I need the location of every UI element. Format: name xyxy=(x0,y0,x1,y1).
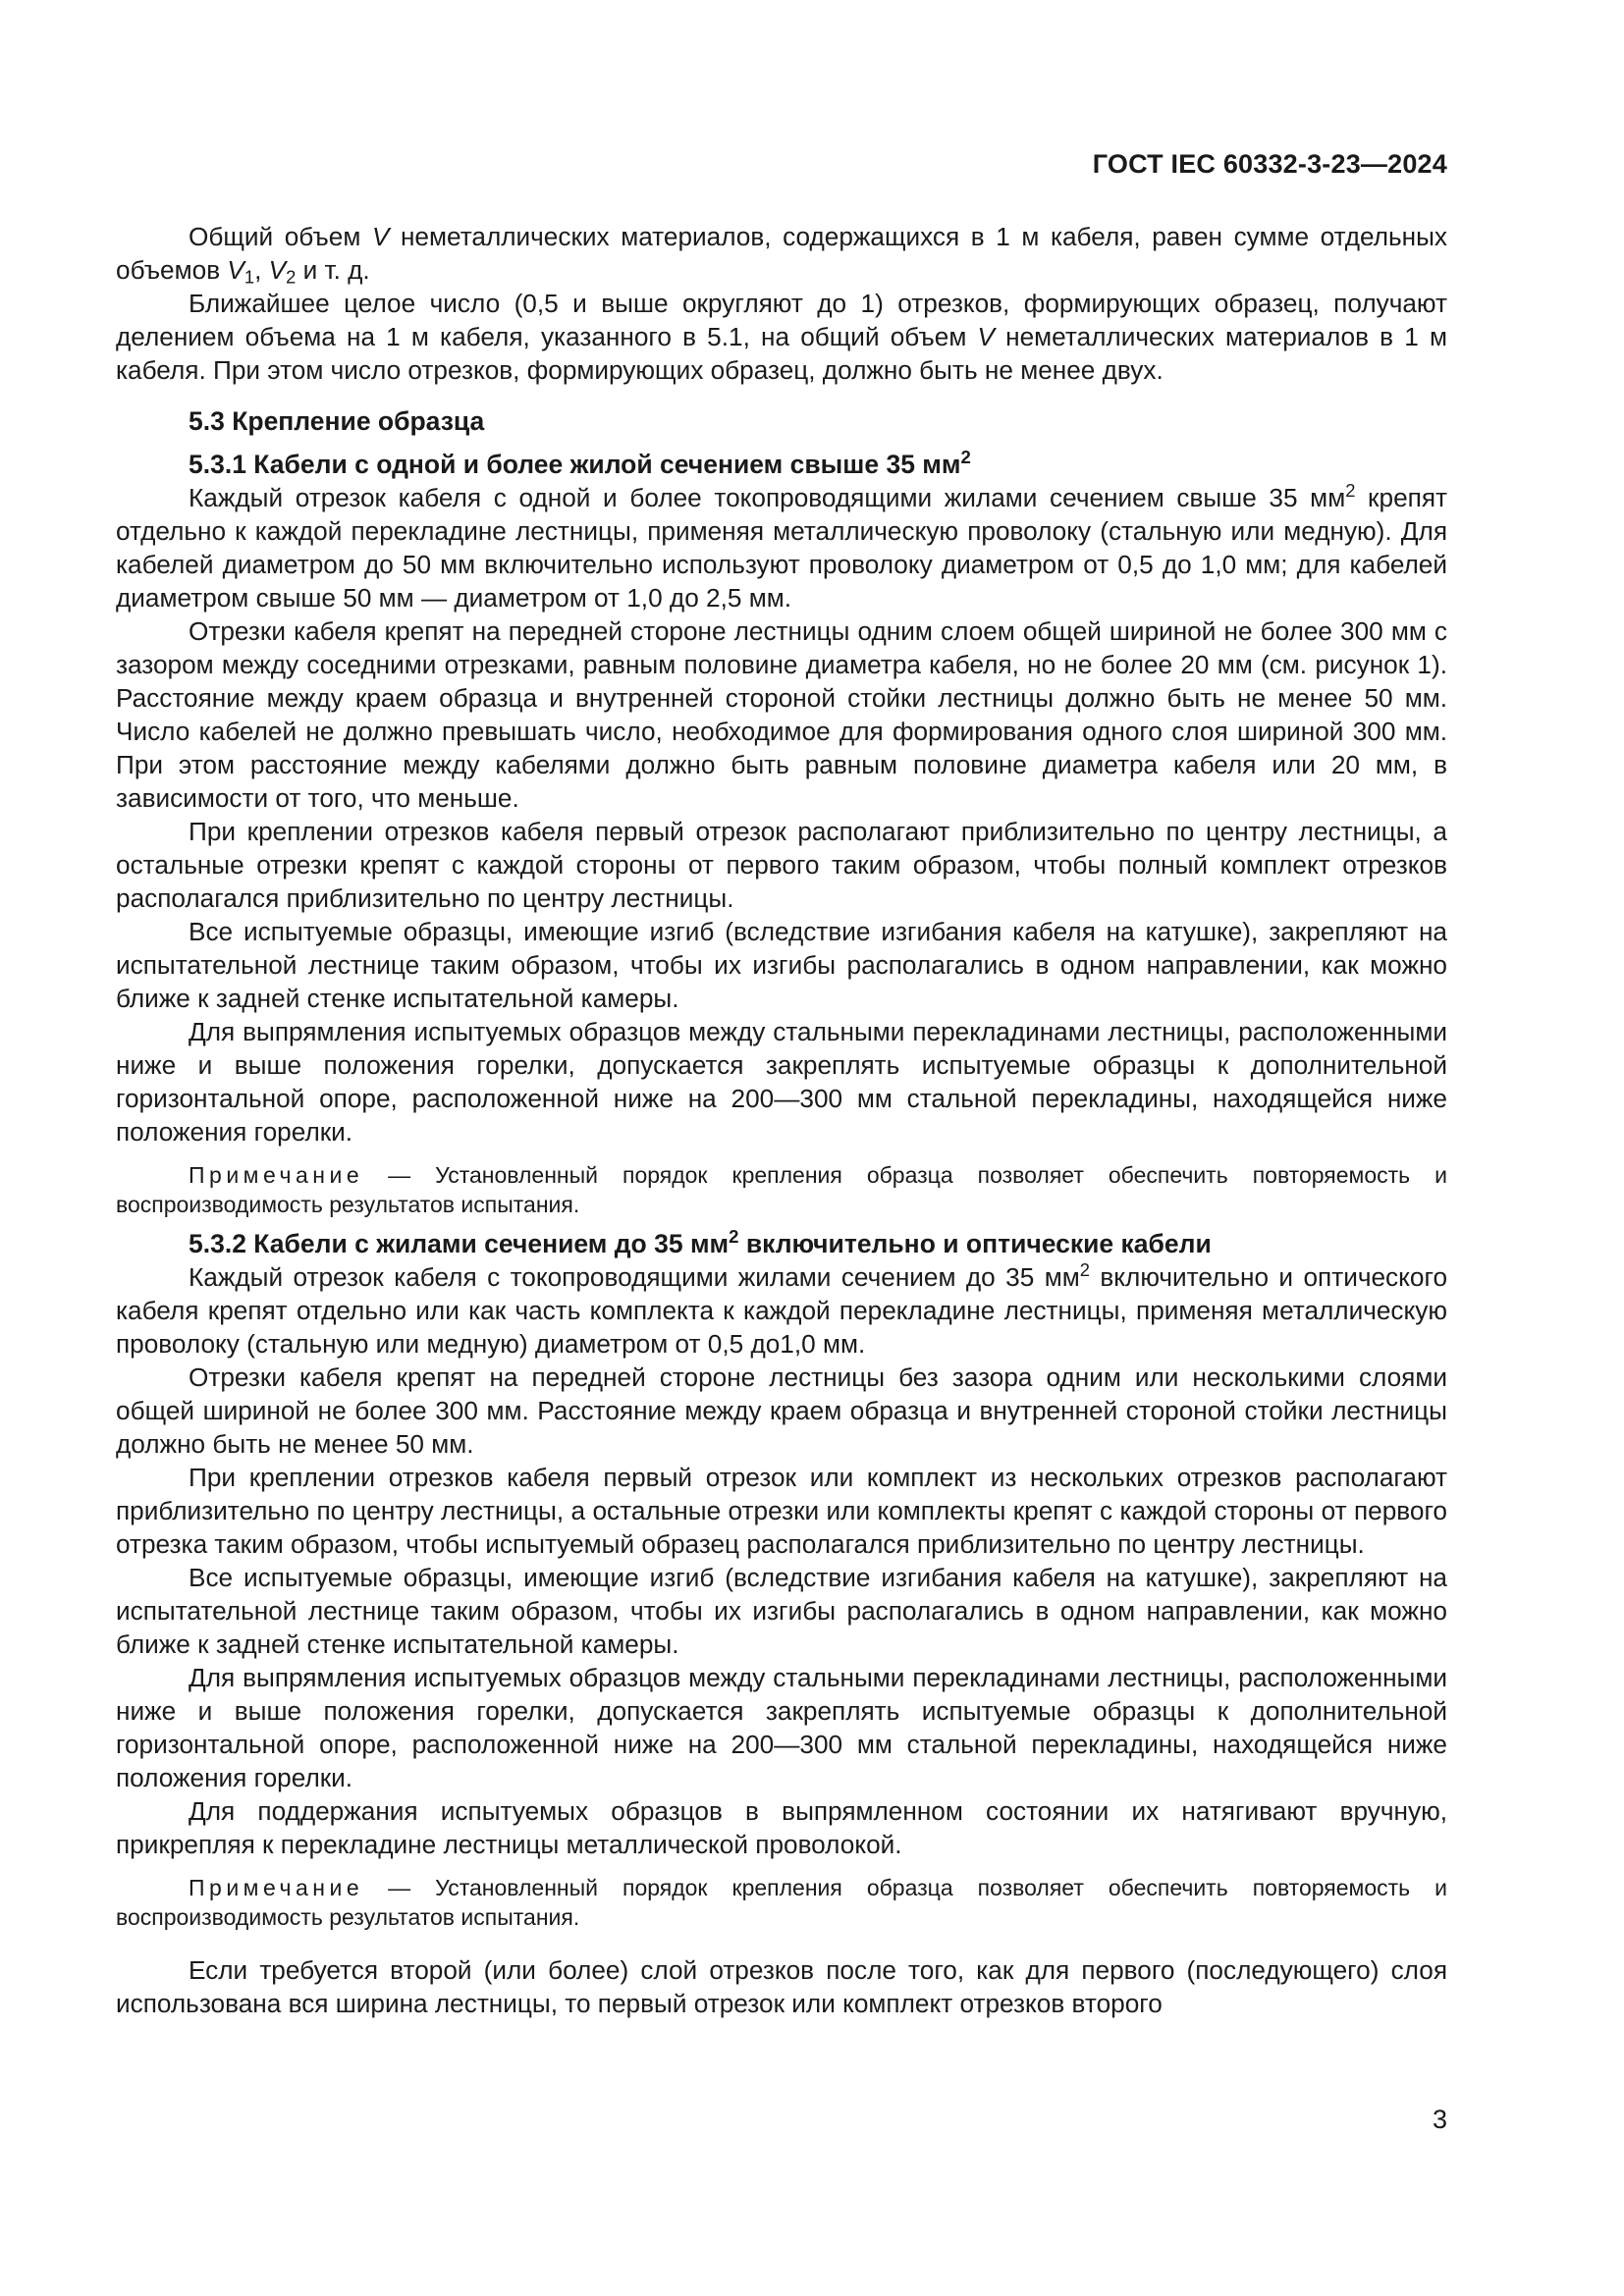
paragraph: Отрезки кабеля крепят на передней стороне лестницы одним слоем общей шириной не более 300 мм с зазором между соседними отрезками, равным половине диаметра кабеля, но не более 20 мм (см. рисунок 1). Расстояние между краем образца и внутренней стороной стойки лестницы должно быть не менее 50 мм. Число кабелей не должно превышать число, необходимое для формирования одного слоя шириной 300 мм. При этом расстояние между кабелями должно быть равным половине диаметра кабеля или 20 мм, в зависимости от того, что меньше. xyxy=(116,616,1447,813)
paragraph: Отрезки кабеля крепят на передней стороне лестницы без зазора одним или несколькими слоями общей шириной не более 300 мм. Расстояние между краем образца и внутренней стороной стойки лестницы должно быть не менее 50 мм. xyxy=(116,1362,1447,1459)
paragraph: Ближайшее целое число (0,5 и выше округляют до 1) отрезков, формирующих образец, получают делением объема на 1 м кабеля, указанного в 5.1, на общий объем V неметаллических материалов в 1 м кабеля. При этом число отрезков, формирующих образец, должно быть не менее двух. xyxy=(116,289,1447,385)
note: Примечание — Установленный порядок крепления образца позволяет обеспечить повторяемость и воспроизводимость результатов испытания. xyxy=(116,1875,1447,1930)
paragraph: Для выпрямления испытуемых образцов между стальными перекладинами лестницы, расположенными ниже и выше положения горелки, допускается закреплять испытуемые образцы к дополнительной горизонтальной опоре, расположенной ниже на 200—300 мм стальной перекладины, находящейся ниже положения горелки. xyxy=(116,1017,1447,1147)
page-content xyxy=(116,220,1447,2020)
paragraph: Каждый отрезок кабеля с одной и более токопроводящими жилами сечением свыше 35 $мм^2$ крепят отдельно к каждой перекладине лестницы, применяя металлическую проволоку (стальную или медную). Для кабелей диаметром до 50 мм включительно используют проволоку диаметром от 0,5 до 1,0 мм; для кабелей диаметром свыше 50 мм — диаметром от 1,0 до 2,5 мм. xyxy=(116,479,1447,613)
paragraph: Все испытуемые образцы, имеющие изгиб (вследствие изгибания кабеля на катушке), закрепляют на испытательной лестнице таким образом, чтобы их изгибы располагались в одном направлении, как можно ближе к задней стенке испытательной камеры. xyxy=(116,1563,1447,1659)
paragraph: Каждый отрезок кабеля с токопроводящими жилами сечением до 35 $мм^2$ включительно и оптического кабеля крепят отдельно или как часть комплекта к каждой перекладине лестницы, применяя металлическую проволоку (стальную или медную) диаметром от 0,5 до1,0 мм. xyxy=(116,1258,1448,1359)
section-heading-5-3-2: 5.3.2 Кабели с жилами сечением до 35 $мм^2$ включительно и оптические кабели xyxy=(189,1225,1212,1258)
standard-designation: ГОСТ IEC 60332-3-23—2024 xyxy=(1092,149,1447,179)
paragraph: Для поддержания испытуемых образцов в выпрямленном состоянии их натягивают вручную, прикрепляя к перекладине лестницы металлической проволокой. xyxy=(116,1796,1447,1859)
page-number: 3 xyxy=(1432,2105,1447,2134)
section-heading-5-3: 5.3 Крепление образца xyxy=(189,406,485,436)
paragraph: Все испытуемые образцы, имеющие изгиб (вследствие изгибания кабеля на катушке), закрепляют на испытательной лестнице таким образом, чтобы их изгибы располагались в одном направлении, как можно ближе к задней стенке испытательной камеры. xyxy=(116,917,1447,1013)
note: Примечание — Установленный порядок крепления образца позволяет обеспечить повторяемость и воспроизводимость результатов испытания. xyxy=(116,1162,1447,1217)
paragraph: При креплении отрезков кабеля первый отрезок или комплект из нескольких отрезков располагают приблизительно по центру лестницы, а остальные отрезки или комплекты крепят с каждой стороны от первого отрезка таким образом, чтобы испытуемый образец располагался приблизительно по центру лестницы. xyxy=(116,1463,1447,1559)
paragraph: При креплении отрезков кабеля первый отрезок располагают приблизительно по центру лестницы, а остальные отрезки крепят с каждой стороны от первого таким образом, чтобы полный комплект отрезков располагался приблизительно по центру лестницы. xyxy=(116,817,1447,913)
paragraph: Если требуется второй (или более) слой отрезков после того, как для первого (последующего) слоя использована вся ширина лестницы, то первый отрезок или комплект отрезков второго xyxy=(116,1955,1447,2018)
paragraph: Общий объем V неметаллических материалов, содержащихся в 1 м кабеля, равен сумме отдельных объемов $V_1$, $V_2$ и т. д. xyxy=(116,222,1447,288)
paragraph: Для выпрямления испытуемых образцов между стальными перекладинами лестницы, расположенными ниже и выше положения горелки, допускается закреплять испытуемые образцы к дополнительной горизонтальной опоре, расположенной ниже на 200—300 мм стальной перекладины, находящейся ниже положения горелки. xyxy=(116,1663,1447,1792)
section-heading-5-3-1: 5.3.1 Кабели с одной и более жилой сечением свыше 35 $мм^2$ xyxy=(189,446,971,479)
